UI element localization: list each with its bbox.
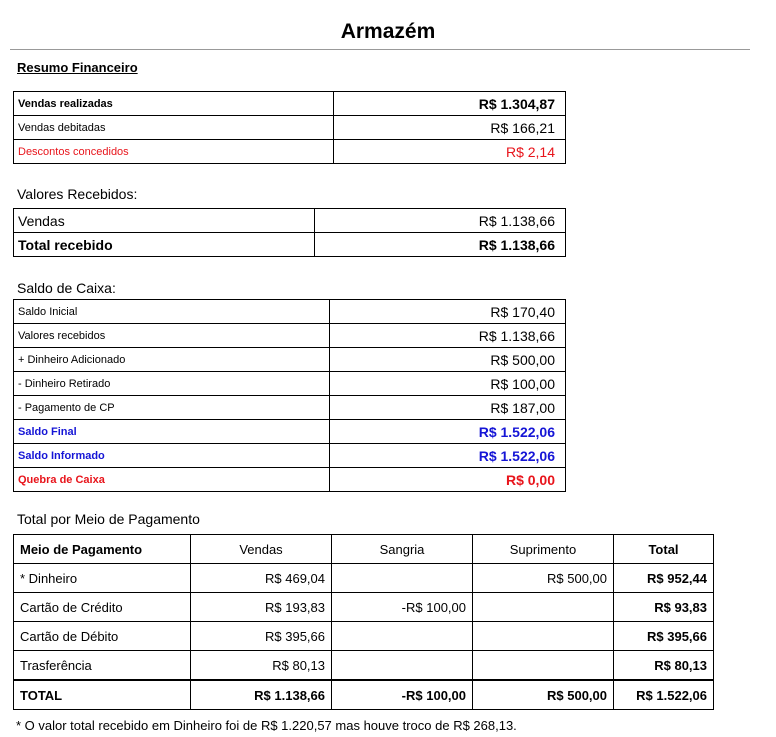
cell: R$ 1.138,66 [191,680,332,710]
recebidos-heading: Valores Recebidos: [17,186,138,202]
row-value: R$ 1.304,87 [333,92,565,116]
footnote: * O valor total recebido em Dinheiro foi de R$ 1.220,57 mas houve troco de R$ 268,13. [16,718,517,733]
caixa-row [14,468,566,492]
cell: R$ 952,44 [614,564,714,593]
row-value: R$ 1.138,66 [315,233,566,257]
row-label: Quebra de Caixa [14,468,330,492]
recebidos-row [14,233,566,257]
cell [332,564,473,593]
cell [332,622,473,651]
resumo-row [14,92,566,116]
resumo-table [13,91,566,164]
column-header: Suprimento [473,535,614,564]
caixa-row [14,444,566,468]
caixa-row [14,300,566,324]
row-value: R$ 2,14 [333,140,565,164]
table-row [14,622,714,651]
caixa-heading: Saldo de Caixa: [17,280,116,296]
caixa-row [14,348,566,372]
row-label: Descontos concedidos [14,140,334,164]
row-label: Valores recebidos [14,324,330,348]
caixa-row [14,420,566,444]
cell: R$ 395,66 [191,622,332,651]
row-value: R$ 0,00 [330,468,566,492]
cell: R$ 80,13 [614,651,714,681]
table-row [14,593,714,622]
row-value: R$ 1.138,66 [315,209,566,233]
cell: R$ 80,13 [191,651,332,681]
caixa-table [13,299,566,492]
row-label: Vendas realizadas [14,92,334,116]
row-label: - Dinheiro Retirado [14,372,330,396]
column-header: Meio de Pagamento [14,535,191,564]
row-value: R$ 500,00 [330,348,566,372]
row-label: Total recebido [14,233,315,257]
row-value: R$ 170,40 [330,300,566,324]
cell: R$ 193,83 [191,593,332,622]
row-value: R$ 1.522,06 [330,444,566,468]
title-divider [10,49,750,50]
table-row [14,564,714,593]
column-header: Sangria [332,535,473,564]
cell: Cartão de Crédito [14,593,191,622]
resumo-row [14,140,566,164]
resumo-row [14,116,566,140]
cell: R$ 1.522,06 [614,680,714,710]
cell: TOTAL [14,680,191,710]
row-label: - Pagamento de CP [14,396,330,420]
cell: * Dinheiro [14,564,191,593]
column-header: Total [614,535,714,564]
row-label: Saldo Final [14,420,330,444]
row-label: Vendas debitadas [14,116,334,140]
page-title: Armazém [340,20,436,43]
cell [332,651,473,681]
pagamento-table [13,534,714,710]
table-total-row [14,680,714,710]
row-value: R$ 1.138,66 [330,324,566,348]
pagamento-heading: Total por Meio de Pagamento [17,511,200,527]
caixa-row [14,396,566,420]
row-value: R$ 187,00 [330,396,566,420]
cell [473,593,614,622]
cell: R$ 395,66 [614,622,714,651]
cell: Cartão de Débito [14,622,191,651]
cell: R$ 93,83 [614,593,714,622]
cell: Trasferência [14,651,191,681]
row-label: + Dinheiro Adicionado [14,348,330,372]
cell: -R$ 100,00 [332,680,473,710]
cell: R$ 500,00 [473,680,614,710]
column-header: Vendas [191,535,332,564]
table-row [14,651,714,681]
row-value: R$ 100,00 [330,372,566,396]
caixa-row [14,324,566,348]
recebidos-row [14,209,566,233]
cell [473,651,614,681]
recebidos-table [13,208,566,257]
cell [473,622,614,651]
row-value: R$ 166,21 [333,116,565,140]
cell: -R$ 100,00 [332,593,473,622]
row-label: Saldo Inicial [14,300,330,324]
cell: R$ 469,04 [191,564,332,593]
table-header-row [14,535,714,564]
caixa-row [14,372,566,396]
resumo-heading: Resumo Financeiro [17,60,138,75]
row-label: Saldo Informado [14,444,330,468]
row-label: Vendas [14,209,315,233]
row-value: R$ 1.522,06 [330,420,566,444]
cell: R$ 500,00 [473,564,614,593]
